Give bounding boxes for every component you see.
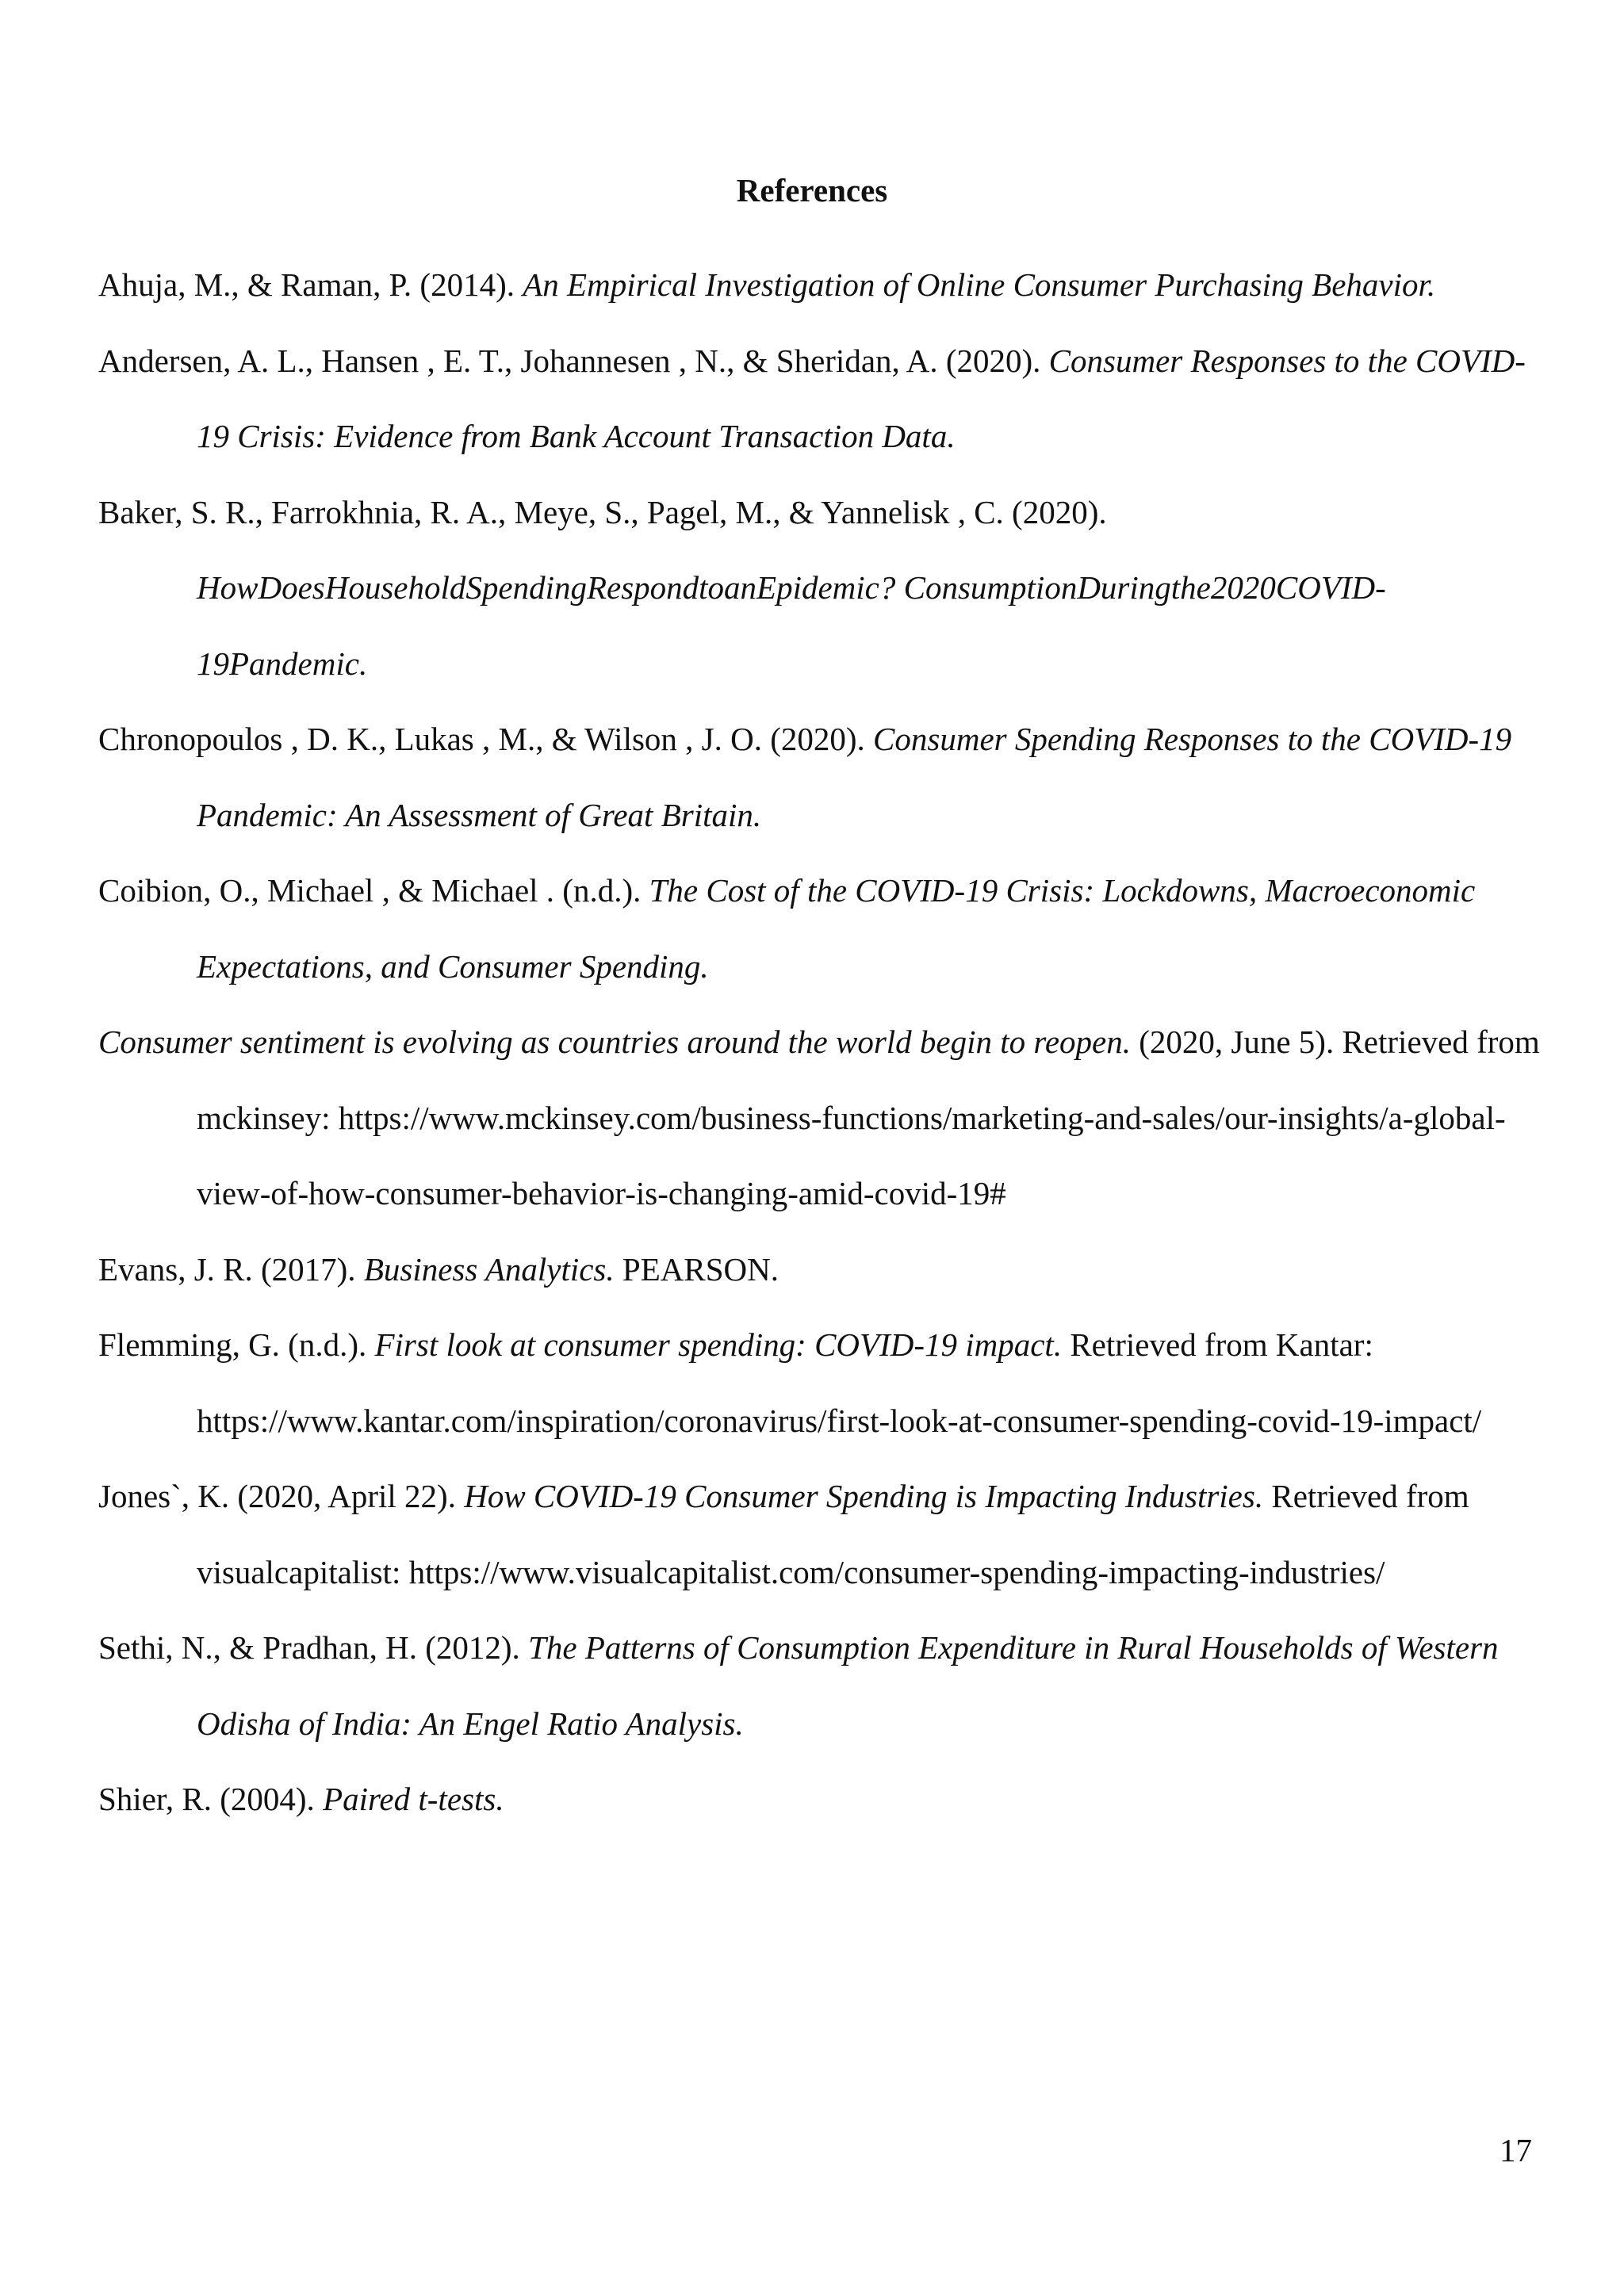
reference-authors: Ahuja, M., & Raman, P. (2014). <box>98 266 523 303</box>
reference-title: Paired t-tests. <box>323 1781 504 1817</box>
reference-source: (2020, June 5). Retrieved from mckinsey: https://www.mckinsey.com/business-functions/marketing-and-sales/our-insights/a-global-view-of-how-consumer-behavior-is-changing-amid-covid-19# <box>197 1024 1549 1211</box>
page-number: 17 <box>1500 2132 1532 2168</box>
reference-title: The Patterns of Consumption Expenditure in Rural Households of Western Odisha of India: An Engel Ratio Analysis. <box>197 1629 1507 1742</box>
reference-authors: Sethi, N., & Pradhan, H. (2012). <box>98 1629 529 1666</box>
reference-authors: Andersen, A. L., Hansen , E. T., Johannesen , N., & Sheridan, A. (2020). <box>98 342 1049 379</box>
references-heading: References <box>736 172 888 209</box>
reference-authors: Jones`, K. (2020, April 22). <box>98 1478 465 1514</box>
reference-entry-evans <box>98 1232 1549 1308</box>
reference-title: An Empirical Investigation of Online Consumer Purchasing Behavior. <box>523 266 1436 303</box>
reference-title: How COVID-19 Consumer Spending is Impacting Industries. <box>464 1478 1264 1514</box>
reference-title: First look at consumer spending: COVID-19 impact. <box>374 1326 1063 1363</box>
reference-entry-flemming <box>98 1307 1549 1459</box>
reference-title: The Cost of the COVID-19 Crisis: Lockdowns, Macroeconomic Expectations, and Consumer Spending. <box>197 872 1484 985</box>
reference-source: Retrieved from visualcapitalist: https://www.visualcapitalist.com/consumer-spending-impacting-industries/ <box>197 1478 1477 1590</box>
reference-title: Business Analytics. <box>363 1250 615 1288</box>
reference-title: Consumer sentiment is evolving as countries around the world begin to reopen. <box>98 1024 1131 1060</box>
reference-list <box>98 247 1549 1838</box>
reference-source: PEARSON. <box>614 1250 779 1288</box>
reference-entry-andersen <box>98 323 1549 475</box>
reference-authors: Shier, R. (2004). <box>98 1781 324 1817</box>
reference-title: HowDoesHouseholdSpendingRespondtoanEpidemic? ConsumptionDuringthe2020COVID-19Pandemic. <box>197 569 1386 682</box>
reference-source: Retrieved from Kantar: https://www.kantar.com/inspiration/coronavirus/first-look-at-consumer-spending-covid-19-impact/ <box>197 1326 1482 1439</box>
reference-entry-chronopoulos <box>98 702 1549 853</box>
reference-entry-mckinsey <box>98 1004 1549 1232</box>
reference-authors: Evans, J. R. (2017). <box>98 1250 364 1288</box>
reference-entry-baker <box>98 475 1549 702</box>
reference-entry-coibion <box>98 853 1549 1004</box>
reference-authors: Chronopoulos , D. K., Lukas , M., & Wilson , J. O. (2020). <box>98 721 874 757</box>
reference-entry-shier <box>98 1762 1549 1838</box>
reference-authors: Flemming, G. (n.d.). <box>98 1326 375 1363</box>
reference-entry-jones <box>98 1459 1549 1610</box>
reference-title: Consumer Responses to the COVID-19 Crisis: Evidence from Bank Account Transaction Data. <box>197 342 1526 454</box>
reference-entry-sethi <box>98 1610 1549 1762</box>
reference-authors: Coibion, O., Michael , & Michael . (n.d.). <box>98 872 649 909</box>
reference-authors: Baker, S. R., Farrokhnia, R. A., Meye, S., Pagel, M., & Yannelisk , C. (2020). <box>98 493 1115 530</box>
reference-entry-ahuja <box>98 247 1549 323</box>
reference-title: Consumer Spending Responses to the COVID-19 Pandemic: An Assessment of Great Britain. <box>197 721 1520 833</box>
